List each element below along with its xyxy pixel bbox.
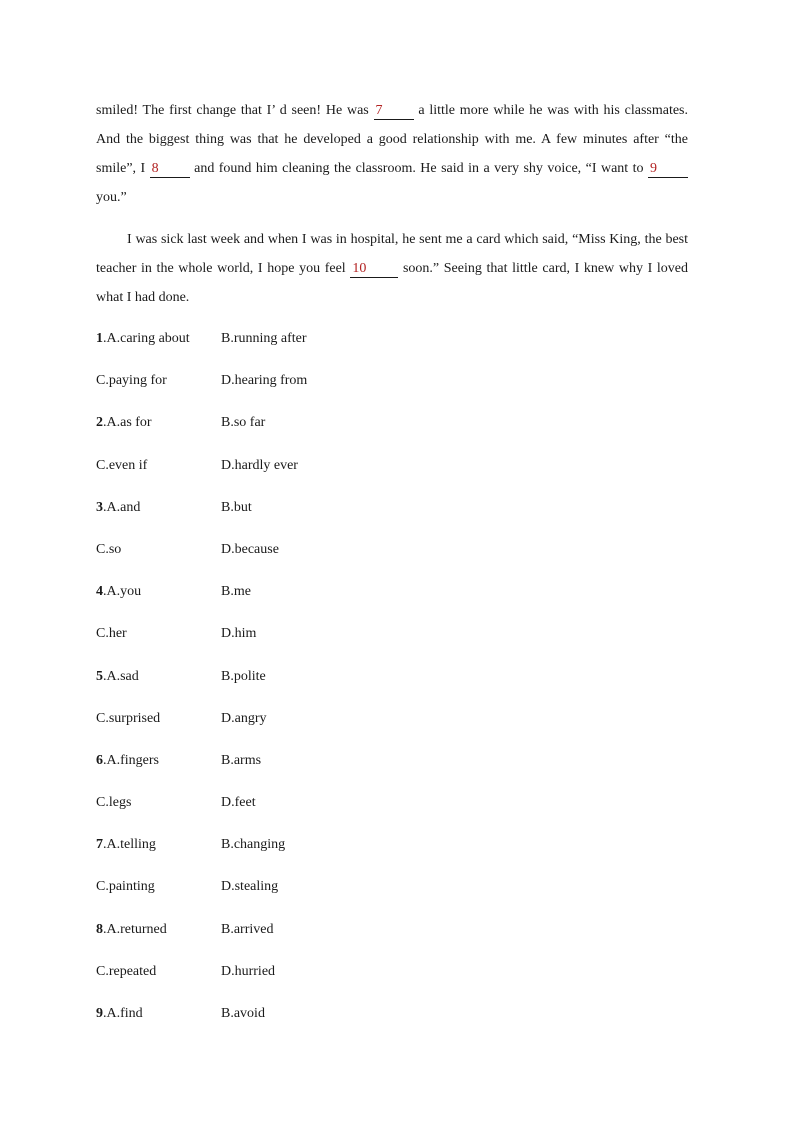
question-number: 8 (96, 921, 103, 937)
option-d: D.because (221, 541, 279, 557)
option-b: B.me (221, 584, 251, 600)
option-c: C.so (96, 541, 122, 557)
option-c: C.paying for (96, 373, 167, 389)
question-number: 2 (96, 415, 103, 431)
passage-text: you.” (96, 190, 127, 205)
option-c: C.surprised (96, 710, 161, 726)
passage-text: a little more while he was with his classmates. And the biggest thing was that he developed a good relationship with me. A few minutes after “the smile”, I (96, 103, 689, 176)
option-b: B.arms (221, 752, 262, 768)
answer-blank-10: 10 (350, 261, 398, 278)
option-row (96, 832, 656, 874)
option-row (96, 453, 656, 495)
option-row (96, 874, 656, 916)
option-row (96, 706, 656, 748)
option-c: C.painting (96, 879, 155, 895)
option-c: C.even if (96, 457, 148, 473)
option-row (96, 790, 656, 832)
option-d: D.hurried (221, 963, 276, 979)
option-row (96, 368, 656, 410)
passage-text: smiled! The first change that I’ d seen! He was (96, 103, 374, 118)
answer-blank-8: 8 (150, 161, 190, 178)
option-a: 7.A.telling (96, 837, 156, 853)
option-a: 4.A.you (96, 584, 142, 600)
passage-text: soon.” Seeing that little card, I knew why I loved what I had done. (96, 261, 688, 305)
passage-text: and found him cleaning the classroom. He said in a very shy voice, “I want to (189, 161, 649, 176)
option-a: 3.A.and (96, 499, 141, 515)
option-b: B.so far (221, 415, 266, 431)
option-row (96, 537, 656, 579)
passage-paragraph-2 (96, 225, 688, 312)
option-d: D.hardly ever (221, 457, 298, 473)
option-c: C.legs (96, 795, 132, 811)
question-number: 1 (96, 331, 103, 346)
question-number: 5 (96, 668, 103, 684)
option-row (96, 748, 656, 790)
option-row (96, 495, 656, 537)
option-a: 1.A.caring about (96, 331, 190, 346)
question-number: 7 (96, 837, 103, 853)
option-row (96, 664, 656, 706)
option-a: 5.A.sad (96, 668, 139, 684)
option-row (96, 917, 656, 959)
option-a: 8.A.returned (96, 921, 167, 937)
option-d: D.hearing from (221, 373, 308, 389)
answer-blank-7: 7 (374, 103, 414, 120)
option-row (96, 579, 656, 621)
option-row (96, 621, 656, 663)
passage-text: I was sick last week and when I was in hospital, he sent me a card which said, “Miss King, the best teacher in the whole world, I hope you feel (96, 232, 688, 276)
option-d: D.him (221, 626, 257, 642)
option-c: C.her (96, 626, 127, 642)
option-row (96, 1001, 656, 1043)
question-number: 3 (96, 499, 103, 515)
question-number: 6 (96, 752, 103, 768)
option-b: B.running after (221, 331, 307, 346)
option-d: D.angry (221, 710, 267, 726)
option-row (96, 326, 656, 368)
question-number: 4 (96, 584, 103, 600)
option-a: 6.A.fingers (96, 752, 159, 768)
answer-blank-9: 9 (648, 161, 688, 178)
passage-paragraph-1 (96, 96, 688, 212)
option-b: B.avoid (221, 1006, 265, 1021)
option-d: D.feet (221, 795, 256, 811)
option-b: B.polite (221, 668, 266, 684)
option-row (96, 959, 656, 1001)
option-c: C.repeated (96, 963, 157, 979)
option-b: B.but (221, 499, 252, 515)
option-row (96, 410, 656, 452)
question-number: 9 (96, 1006, 103, 1021)
option-b: B.arrived (221, 921, 274, 937)
option-a: 2.A.as for (96, 415, 152, 431)
option-a: 9.A.find (96, 1006, 143, 1021)
option-d: D.stealing (221, 879, 279, 895)
answer-options (96, 326, 656, 1043)
option-b: B.changing (221, 837, 286, 853)
